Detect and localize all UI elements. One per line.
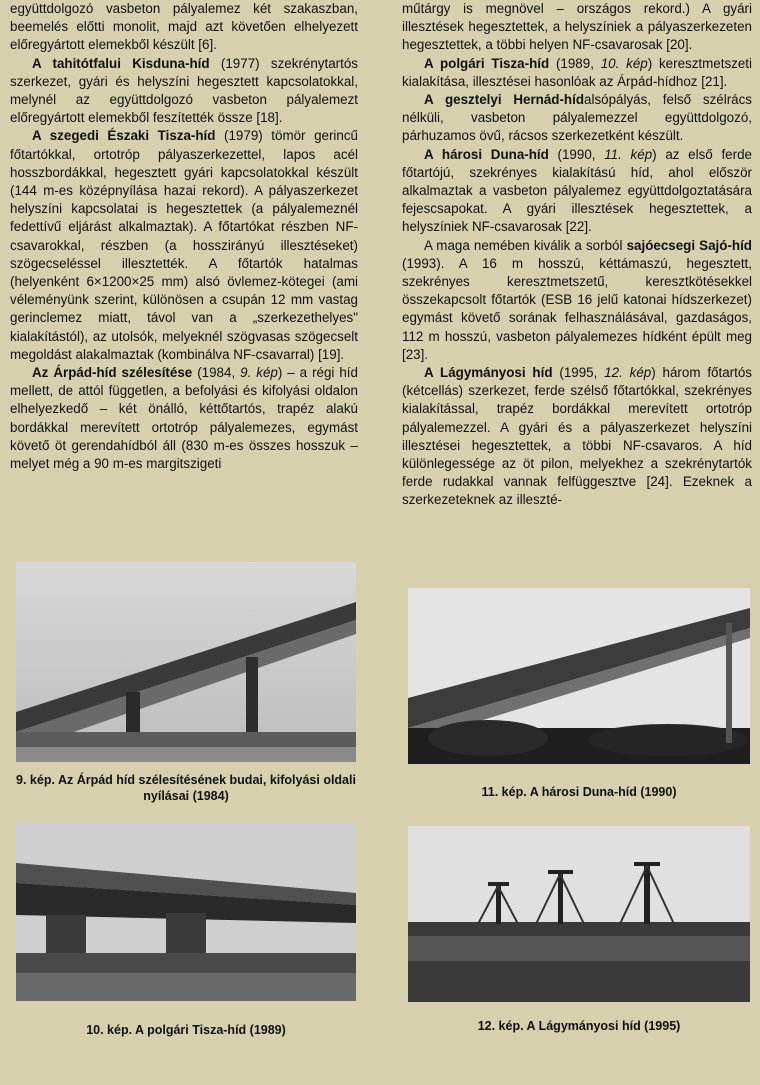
- bridge-name: Az Árpád-híd szélesítése: [32, 365, 193, 381]
- bridge-name: A szegedi Északi Tisza-híd: [32, 128, 216, 144]
- paragraph-lagymanyosi-bridge: [402, 364, 752, 510]
- paragraph-text: ) az első ferde főtartójú, szekrényes kialakítású híd, ahol először alkalmaztak a vasbeton pályalemez együttdolgoztatására fejescsapokat. A gyári illesztések hegesztettek, a helyszíniek NF-csavarosak [22].: [402, 146, 752, 235]
- arpad-bridge-image: [16, 562, 356, 762]
- figure-11-photo: [408, 588, 750, 764]
- bridge-name: A hárosi Duna-híd: [424, 146, 549, 162]
- polgar-bridge-image: [16, 823, 356, 1001]
- paragraph-text: együttdolgozó vasbeton pályalemez két szakaszban, beemelés előtti monolit, majd azt követően elhelyezett előregyártott elemekből készült [6].: [10, 1, 358, 53]
- figure-reference: 12. kép: [604, 365, 652, 381]
- bridge-name: sajóecsegi Sajó-híd: [626, 237, 752, 253]
- paragraph-haros-bridge: [402, 146, 752, 237]
- right-text-column: [402, 0, 752, 510]
- paragraph-text: A maga nemében kiválik a sorból: [424, 237, 627, 253]
- paragraph-text: (1995,: [552, 365, 605, 381]
- paragraph-polgar-bridge: [402, 55, 752, 91]
- figure-10-caption: 10. kép. A polgári Tisza-híd (1989): [86, 1023, 286, 1037]
- paragraph: [10, 0, 358, 55]
- figure-11-caption: 11. kép. A hárosi Duna-híd (1990): [481, 785, 677, 799]
- figure-reference: 9. kép: [240, 365, 278, 381]
- paragraph-text: ) három főtartós (kétcellás) szerkezet, ferde szélső főtartókkal, szekrényes kialakítással, trapéz bordákkal merevített ortotróp pályalemezzel. A gyári és a pályaszerkezet helyszíni illesztései hegesztettek, a többi NF-csavaros. A híd különlegessége az öt pilon, melyekhez a szekrénytartók ferde rudakkal vannak felfüggesztve [24]. Ezeknek a szerkezeteknek az illeszté-: [402, 365, 752, 508]
- figure-reference: 10. kép: [600, 55, 648, 71]
- paragraph-text: ) – a régi híd mellett, de attól független, a befolyási és kifolyási oldalon elhelyezkedő – két önálló, kéttőtartós, trapéz alakú bordákkal merevített ortotróp pályalemezes, egymást követő öt gerendahídból áll (830 m-es összes hosszuk – melyet még a 90 m-es margitszigeti: [10, 365, 358, 472]
- paragraph: [402, 0, 752, 55]
- figure-12-caption: 12. kép. A Lágymányosi híd (1995): [477, 1019, 681, 1033]
- figure-10-photo: [16, 823, 356, 1001]
- paragraph-text: ) keresztmetszeti kialakítása, illesztései hasonlóak az Árpád-hídhoz [21].: [402, 55, 752, 89]
- haros-bridge-image: [408, 588, 750, 764]
- paragraph-text: (1993). A 16 m hosszú, kéttámaszú, hegesztett, szekrényes keresztmetszetű, keresztkötésekkel összekapcsolt főtartók (ESB 16 jelű katonai hídszerkezet) egymást követő sorának felhasználásával, gazdaságos, 112 m hosszú, vasbeton pályalemezes hídként épült meg [23].: [402, 255, 752, 362]
- bridge-name: A tahitótfalui Kisduna-híd: [32, 55, 210, 71]
- paragraph-kisduna-bridge: [10, 55, 358, 128]
- paragraph-hernad-bridge: [402, 91, 752, 146]
- paragraph-text: (1990,: [548, 146, 605, 162]
- lagymanyosi-bridge-image: [408, 826, 750, 1002]
- figure-12-photo: [408, 826, 750, 1002]
- paragraph-arpad-bridge: [10, 364, 358, 473]
- bridge-name: A polgári Tisza-híd: [424, 55, 550, 71]
- figure-reference: 11. kép: [604, 146, 653, 162]
- bridge-name: A gesztelyi Hernád-híd: [424, 92, 585, 108]
- paragraph-text: műtárgy is megnövel – országos rekord.) A gyári illesztések hegesztettek, a helyszíniek a pályaszerkezeten hegesztettek, a többi helyen NF-csavarosak [20].: [402, 1, 752, 53]
- left-text-column: [10, 0, 358, 473]
- paragraph-text: (1977) szekrénytartós szerkezet, gyári és helyszíni hegesztett kapcsolatokkal, melynél az együttdolgozó vasbeton pályalemezt előregyártott elemekből feszítették össze [18].: [10, 55, 358, 126]
- paragraph-text: (1984,: [192, 365, 241, 381]
- figure-9-caption: 9. kép. Az Árpád híd szélesítésének budai, kifolyási oldali nyílásai (1984): [16, 773, 356, 803]
- paragraph-text: (1989,: [549, 55, 601, 71]
- bridge-name: A Lágymányosi híd: [424, 365, 553, 381]
- paragraph-text: alsópályás, felső szélrács nélküli, vasbeton pályalemezzel együttdolgozó, párhuzamos övű, rácsos szerkezetként készült.: [402, 92, 752, 144]
- paragraph-text: (1979) tömör gerincű főtartókkal, ortotróp pályaszerkezettel, lapos acél hosszbordákkal, hegesztett gyári kapcsolatokkal készült (144 m-es középnyílása hazai rekord). A pályaszerkezet helyszíni kapcsolatai is hegesztettek (a pályalemeznél fedettívű eljárást alkalmaztak). A főtartókat részben NF-csavarokkal, részben (a hosszirányú illesztéseket) szögecseléssel illesztették. A főtartók hatalmas (helyenként 6×1200×25 mm) alsó övlemez-kötegei (ami véleményünk szerint, különösen a csupán 12 mm vastag gerinclemez miatt, távol van a „szerkezethelyes" kialakítástól), az utolsók, melyeknél szögvasas szögecselt megoldást alakalmaztak (kombinálva NF-csavarral) [19].: [10, 128, 358, 362]
- paragraph-sajo-bridge: [402, 237, 752, 364]
- figure-9-photo: [16, 562, 356, 762]
- paragraph-tisza-bridge-szeged: [10, 127, 358, 364]
